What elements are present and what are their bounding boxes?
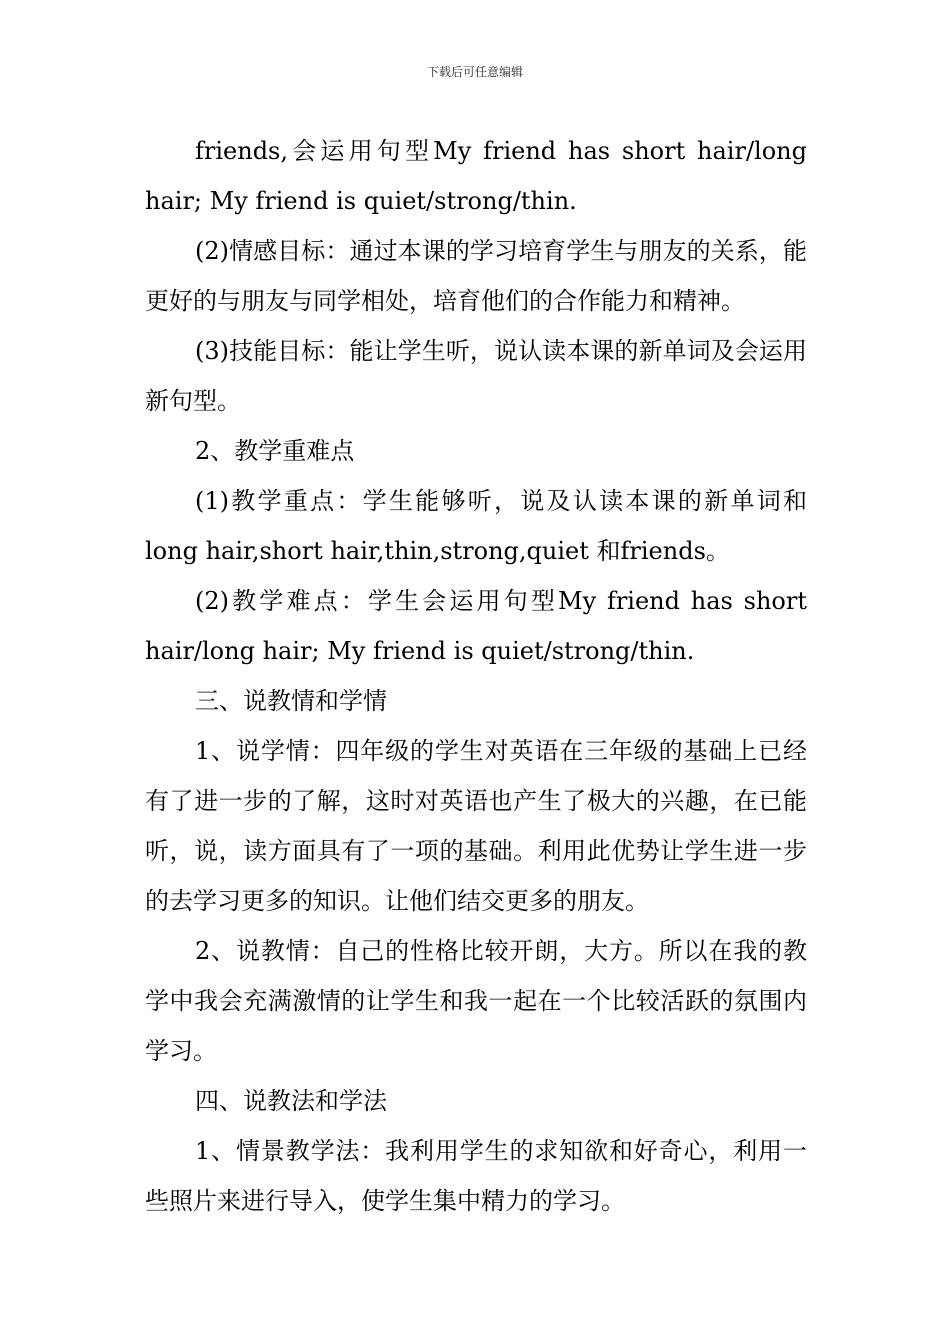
section-heading-teaching-situation: 三、说教情和学情 xyxy=(195,687,387,715)
section-heading-methods: 四、说教法和学法 xyxy=(195,1087,387,1115)
paragraph-teacher-situation: 2、说教情：自己的性格比较开朗，大方。所以在我的教学中我会充满激情的让学生和我一起在一个比较活跃的氛围内学习。 xyxy=(145,937,807,1065)
paragraph-emotional-goal: (2)情感目标：通过本课的学习培育学生与朋友的关系，能更好的与朋友与同学相处，培育他们的合作能力和精神。 xyxy=(145,237,807,315)
document-body xyxy=(145,126,807,1226)
paragraph-learner-situation: 1、说学情：四年级的学生对英语在三年级的基础上已经有了进一步的了解，这时对英语也产生了极大的兴趣，在已能听，说，读方面具有了一项的基础。利用此优势让学生进一步的去学习更多的知识。让他们结交更多的朋友。 xyxy=(145,737,807,915)
paragraph-situational-method: 1、情景教学法：我利用学生的求知欲和好奇心，利用一些照片来进行导入，使学生集中精力的学习。 xyxy=(145,1137,807,1215)
paragraph-objective-continuation: friends,会运用句型My friend has short hair/long hair; My friend is quiet/strong/thin. xyxy=(145,137,807,215)
page-header: 下载后可任意编辑 xyxy=(426,65,523,79)
paragraph-skill-goal: (3)技能目标：能让学生听，说认读本课的新单词及会运用新句型。 xyxy=(145,337,807,415)
paragraph-teaching-focus: (1)教学重点：学生能够听，说及认读本课的新单词和long hair,short hair,thin,strong,quiet 和friends。 xyxy=(145,487,807,565)
section-heading-key-points: 2、教学重难点 xyxy=(195,437,355,465)
paragraph-teaching-difficulty: (2)教学难点：学生会运用句型My friend has short hair/long hair; My friend is quiet/strong/thin. xyxy=(145,587,807,665)
